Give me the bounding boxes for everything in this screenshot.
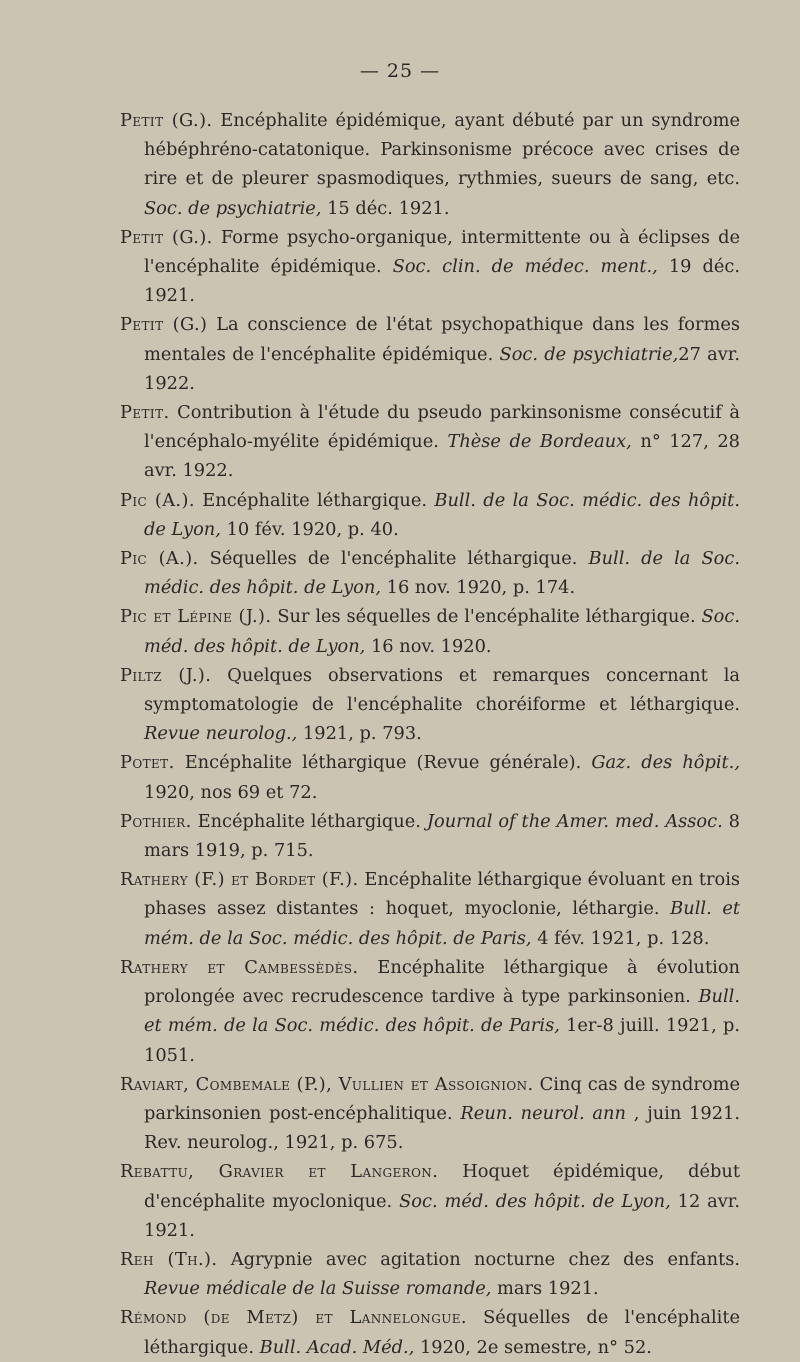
entry-text: Encéphalite léthargique à évolution prolongée avec recrudescence tardive à type parkinsonien.	[144, 956, 740, 1008]
bibliography-entry	[120, 310, 740, 398]
entry-text: Encéphalite épidémique, ayant débuté par un syndrome hébéphréno-catatonique. Parkinsonisme précoce avec crises de rire et de pleurer spasmodiques, rythmies, sueurs de sang, etc.	[144, 110, 740, 190]
entry-source: Soc. clin. de médec. ment.,	[392, 256, 658, 278]
entry-source: Gaz. des hôpit.,	[591, 752, 740, 774]
entry-source: Revue médicale de la Suisse romande,	[144, 1278, 492, 1300]
entry-text: Hoquet épidémique, début d'encéphalite myoclonique.	[144, 1161, 740, 1212]
entry-tail: , juin 1921. Rev. neurolog., 1921, p. 675.	[144, 1102, 740, 1154]
entry-source: Bull. Acad. Méd.,	[259, 1336, 415, 1358]
entry-author: Reh (Th.).	[120, 1248, 218, 1270]
entry-text: Sur les séquelles de l'encéphalite léthargique.	[271, 606, 702, 628]
entry-tail: 8 mars 1919, p. 715.	[144, 810, 740, 862]
bibliography-entry	[120, 807, 740, 865]
entry-text: Quelques observations et remarques concernant la symptomatologie de l'encéphalite choréiforme et léthargique.	[144, 664, 740, 716]
entry-author: Pothier.	[120, 810, 192, 832]
bibliography-list	[120, 106, 740, 1362]
entry-source: Soc. de psychiatrie,	[499, 343, 679, 365]
entry-source: Journal of the Amer. med. Assoc.	[426, 810, 723, 832]
entry-source: Reun. neurol. ann	[460, 1102, 626, 1124]
bibliography-entry	[120, 1245, 740, 1303]
bibliography-entry	[120, 544, 740, 602]
entry-source: Bull. de la Soc. médic. des hôpit. de Lyon,	[144, 489, 740, 540]
entry-author: Rebattu, Gravier et Langeron.	[120, 1161, 439, 1183]
bibliography-entry	[120, 865, 740, 953]
entry-tail: 1er-8 juill. 1921, p. 1051.	[144, 1015, 740, 1066]
entry-tail: 19 déc. 1921.	[144, 256, 741, 307]
entry-author: Pic et Lépine (J.).	[120, 606, 272, 628]
entry-author: Petit (G.)	[120, 314, 208, 336]
entry-text: La conscience de l'état psychopathique dans les formes mentales de l'encéphalite épidémique.	[144, 314, 740, 365]
bibliography-entry	[120, 953, 740, 1070]
entry-source: Bull. et mém. de la Soc. médic. des hôpit. de Paris,	[144, 898, 740, 949]
entry-text: Encéphalite léthargique (Revue générale).	[174, 752, 592, 774]
entry-text: Séquelles de l'encéphalite léthargique.	[198, 548, 589, 570]
bibliography-entry	[120, 602, 740, 660]
entry-text: Forme psycho-organique, intermittente ou à éclipses de l'encéphalite épidémique.	[144, 226, 740, 278]
entry-tail: 1920, 2e semestre, n° 52.	[414, 1336, 652, 1358]
entry-tail: mars 1921.	[491, 1278, 599, 1300]
entry-tail: 12 avr. 1921.	[144, 1190, 740, 1241]
entry-author: Pic (A.).	[120, 489, 195, 511]
entry-author: Rémond (de Metz) et Lannelongue.	[120, 1307, 467, 1329]
bibliography-entry	[120, 1303, 740, 1361]
bibliography-entry	[120, 398, 740, 486]
entry-source: Bull. de la Soc. médic. des hôpit. de Lyon,	[144, 548, 740, 599]
entry-text: Encéphalite léthargique évoluant en trois phases assez distantes : hoquet, myoclonie, léthargie.	[144, 869, 741, 920]
entry-tail: 1920, nos 69 et 72.	[144, 781, 318, 803]
bibliography-entry	[120, 1157, 740, 1245]
entry-text: Contribution à l'étude du pseudo parkinsonisme consécutif à l'encéphalo-myélite épidémique.	[144, 402, 740, 453]
bibliography-entry	[120, 1070, 740, 1158]
entry-tail: 16 nov. 1920.	[365, 635, 492, 657]
entry-tail: 1921, p. 793.	[297, 723, 422, 745]
entry-source: Bull. et mém. de la Soc. médic. des hôpit. de Paris,	[144, 986, 740, 1037]
entry-tail: 27 avr. 1922.	[144, 343, 741, 394]
entry-text: Encéphalite léthargique.	[194, 489, 435, 511]
entry-source: Revue neurolog.,	[144, 723, 298, 745]
bibliography-entry	[120, 748, 740, 806]
page-number: — 25 —	[359, 60, 441, 82]
entry-author: Petit (G.).	[120, 110, 213, 131]
entry-tail: 16 nov. 1920, p. 174.	[380, 577, 576, 599]
entry-tail: n° 127, 28 avr. 1922.	[144, 431, 740, 482]
entry-text: Séquelles de l'encéphalite léthargique.	[144, 1307, 740, 1358]
entry-author: Petit.	[120, 402, 170, 424]
entry-text: Cinq cas de syndrome parkinsonien post-encéphalitique.	[144, 1073, 741, 1124]
entry-author: Rathery (F.) et Bordet (F.).	[120, 869, 359, 891]
entry-author: Pic (A.).	[120, 548, 199, 570]
entry-text: Agrypnie avec agitation nocturne chez des enfants.	[217, 1248, 740, 1270]
entry-tail: 4 fév. 1921, p. 128.	[531, 927, 710, 949]
entry-author: Raviart, Combemale (P.), Vullien et Assoignion.	[120, 1073, 534, 1095]
entry-source: Soc. méd. des hôpit. de Lyon,	[399, 1190, 671, 1212]
entry-source: Thèse de Bordeaux,	[447, 431, 632, 453]
entry-author: Potet.	[120, 752, 175, 774]
bibliography-entry	[120, 486, 740, 544]
entry-source: Soc. méd. des hôpit. de Lyon,	[144, 606, 740, 657]
bibliography-entry	[120, 106, 740, 223]
entry-author: Petit (G.).	[120, 226, 213, 248]
bibliography-entry	[120, 661, 740, 749]
entry-text: Encéphalite léthargique.	[191, 810, 427, 832]
entry-tail: 10 fév. 1920, p. 40.	[220, 518, 399, 540]
entry-author: Rathery et Cambessèdès.	[120, 956, 359, 978]
entry-source: Soc. de psychiatrie,	[144, 197, 322, 219]
entry-author: Piltz (J.).	[120, 664, 212, 686]
entry-tail: 15 déc. 1921.	[321, 197, 450, 219]
bibliography-entry	[120, 223, 740, 311]
